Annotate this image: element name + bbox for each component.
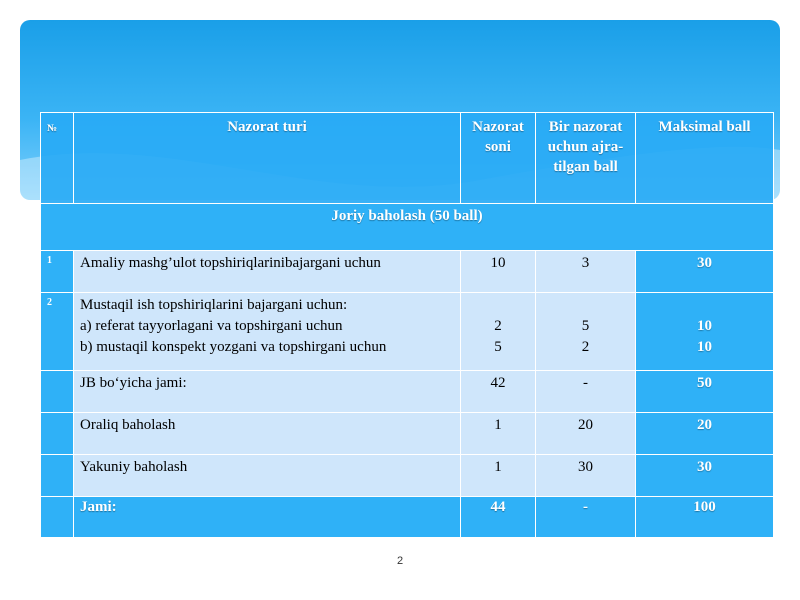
row-number xyxy=(41,413,74,455)
grading-table xyxy=(40,112,774,538)
row-points-per: 20 xyxy=(536,413,636,455)
table-row xyxy=(41,413,774,455)
row-description: Oraliq baholash xyxy=(74,413,461,455)
total-label: Jami: xyxy=(74,497,461,538)
row-count xyxy=(461,293,536,371)
row-description: Yakuniy baholash xyxy=(74,455,461,497)
row-points-per xyxy=(536,293,636,371)
row-number xyxy=(41,371,74,413)
section-row xyxy=(41,204,774,251)
row-count-b: 5 xyxy=(494,339,502,355)
total-number xyxy=(41,497,74,538)
table-row xyxy=(41,371,774,413)
row-points-per: 30 xyxy=(536,455,636,497)
table-row xyxy=(41,251,774,293)
table-row xyxy=(41,293,774,371)
header-number: № xyxy=(41,113,74,204)
row-points-per: 3 xyxy=(536,251,636,293)
row-count-a: 2 xyxy=(494,318,502,334)
row-number xyxy=(41,455,74,497)
page-number: 2 xyxy=(396,555,404,567)
row-number: 1 xyxy=(41,251,74,293)
row-description: JB bo‘yicha jami: xyxy=(74,371,461,413)
table-row xyxy=(41,455,774,497)
row-count: 42 xyxy=(461,371,536,413)
row-count: 1 xyxy=(461,455,536,497)
table-header-row xyxy=(41,113,774,204)
total-points-per: - xyxy=(536,497,636,538)
total-count: 44 xyxy=(461,497,536,538)
header-control-type: Nazorat turi xyxy=(74,113,461,204)
header-control-count: Nazorat soni xyxy=(461,113,536,204)
total-row xyxy=(41,497,774,538)
header-max-points: Maksimal ball xyxy=(636,113,774,204)
row-points-per-a: 5 xyxy=(581,318,590,334)
header-points-per-control: Bir nazorat uchun ajra-tilgan ball xyxy=(536,113,636,204)
row-max xyxy=(636,293,774,371)
row-description xyxy=(74,293,461,371)
row-max-b: 10 xyxy=(697,339,712,355)
row-description-line: a) referat tayyorlagani va topshirgani uchun xyxy=(80,318,343,334)
row-max-a: 10 xyxy=(697,318,712,334)
row-max: 30 xyxy=(636,251,774,293)
section-title: Joriy baholash (50 ball) xyxy=(41,204,774,251)
row-number: 2 xyxy=(41,293,74,371)
row-count: 10 xyxy=(461,251,536,293)
row-max: 30 xyxy=(636,455,774,497)
row-description-line: b) mustaqil konspekt yozgani va topshirgani uchun xyxy=(80,339,387,355)
row-max: 50 xyxy=(636,371,774,413)
row-max: 20 xyxy=(636,413,774,455)
row-count: 1 xyxy=(461,413,536,455)
row-description-line: Mustaqil ish topshiriqlarini bajargani uchun: xyxy=(80,297,348,313)
total-max: 100 xyxy=(636,497,774,538)
row-points-per: - xyxy=(536,371,636,413)
row-points-per-b: 2 xyxy=(581,339,590,355)
row-description: Amaliy mashg’ulot topshiriqlarinibajargani uchun xyxy=(74,251,461,293)
